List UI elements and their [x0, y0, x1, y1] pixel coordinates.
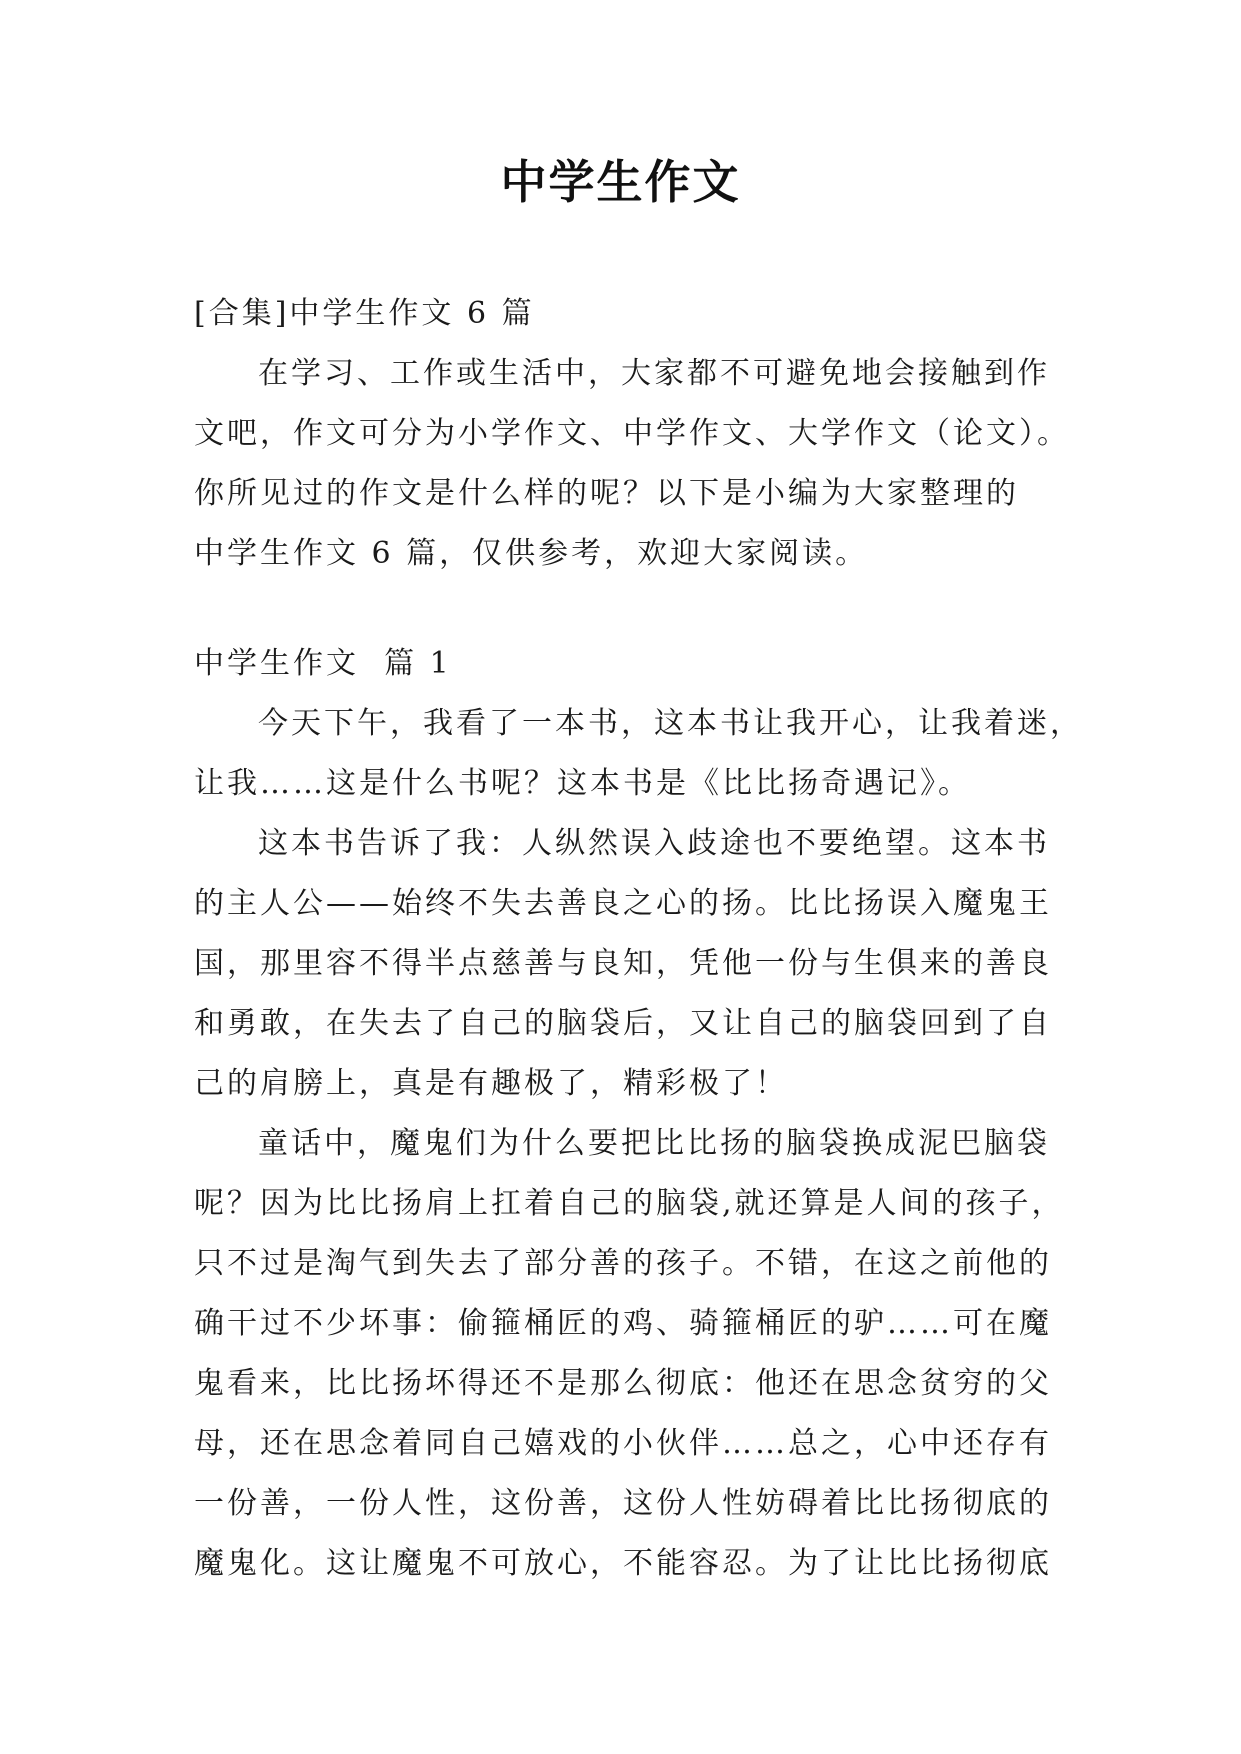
essay-line: 的主人公——始终不失去善良之心的扬。比比扬误入魔鬼王 [194, 886, 1052, 921]
essay-line: 确干过不少坏事：偷箍桶匠的鸡、骑箍桶匠的驴……可在魔 [194, 1306, 1052, 1341]
essay-line: 母，还在思念着同自己嬉戏的小伙伴……总之，心中还存有 [194, 1426, 1052, 1461]
intro-line: 文吧，作文可分为小学作文、中学作文、大学作文（论文）。 [194, 416, 1070, 451]
intro-line: 中学生作文 6 篇，仅供参考，欢迎大家阅读。 [194, 536, 869, 571]
document-title: 中学生作文 [500, 155, 741, 209]
collection-heading: [合集]中学生作文 6 篇 [194, 296, 535, 331]
essay-line: 鬼看来，比比扬坏得还不是那么彻底：他还在思念贫穷的父 [194, 1366, 1052, 1401]
essay-line: 童话中，魔鬼们为什么要把比比扬的脑袋换成泥巴脑袋 [258, 1126, 1050, 1161]
essay-line: 一份善，一份人性，这份善，这份人性妨碍着比比扬彻底的 [194, 1486, 1052, 1521]
essay-line: 只不过是淘气到失去了部分善的孩子。不错，在这之前他的 [194, 1246, 1052, 1281]
paragraph-gap [194, 584, 1050, 634]
essay-line: 己的肩膀上，真是有趣极了，精彩极了！ [194, 1066, 788, 1101]
essay-line: 国，那里容不得半点慈善与良知，凭他一份与生俱来的善良 [194, 946, 1052, 981]
essay-line: 魔鬼化。这让魔鬼不可放心，不能容忍。为了让比比扬彻底 [194, 1546, 1052, 1581]
essay-line: 呢？因为比比扬肩上扛着自己的脑袋,就还算是人间的孩子， [194, 1186, 1065, 1221]
intro-line: 你所见过的作文是什么样的呢？以下是小编为大家整理的 [194, 476, 1019, 511]
essay-line: 今天下午，我看了一本书，这本书让我开心，让我着迷， [258, 706, 1083, 741]
intro-line: 在学习、工作或生活中，大家都不可避免地会接触到作 [258, 356, 1050, 391]
essay-line: 让我……这是什么书呢？这本书是《比比扬奇遇记》。 [194, 766, 971, 801]
essay-line: 这本书告诉了我：人纵然误入歧途也不要绝望。这本书 [258, 826, 1050, 861]
essay-line: 和勇敢，在失去了自己的脑袋后，又让自己的脑袋回到了自 [194, 1006, 1052, 1041]
document-body [194, 284, 1083, 1594]
section-heading: 中学生作文 篇 1 [194, 646, 452, 681]
